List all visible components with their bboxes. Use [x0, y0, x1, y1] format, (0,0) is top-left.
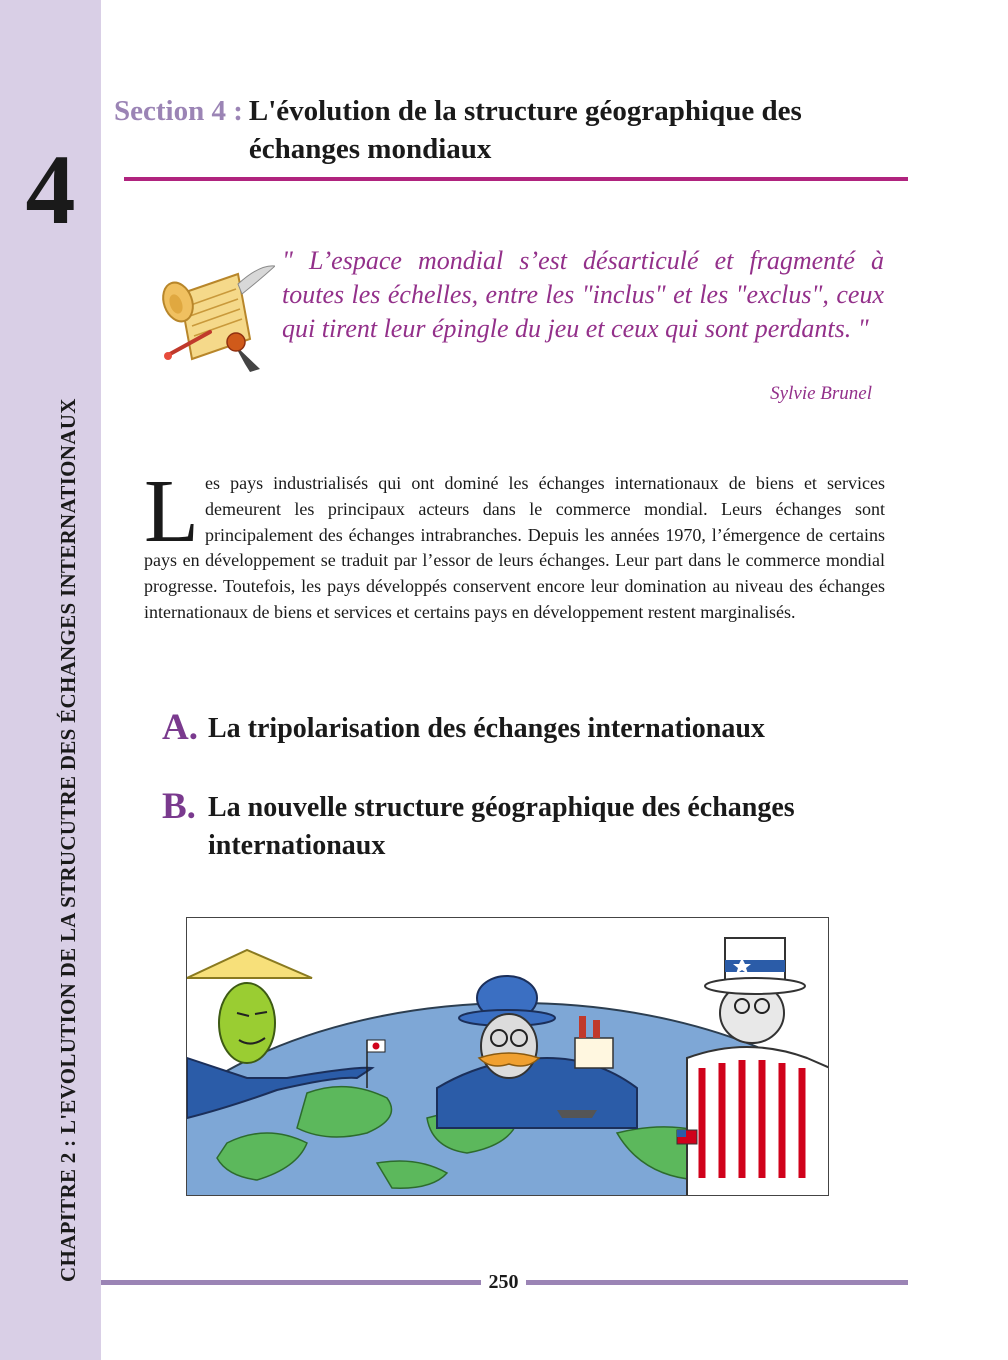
drop-cap: L	[144, 462, 199, 561]
scroll-quill-icon	[150, 244, 275, 384]
section-title: L'évolution de la structure géographique des échanges mondiaux	[248, 95, 802, 165]
chapter-title-vertical: CHAPITRE 2 : L'EVOLUTION DE LA STRUCUTRE DES ÉCHANGES INTERNATIONAUX	[56, 398, 80, 1282]
epigraph-quote: " L’espace mondial s’est désarticulé et fragmenté à toutes les échelles, entre les "inclus" et les "exclus", ceux qui tirent leur épingle du jeu et ceux qui sont perdants. "	[282, 246, 884, 343]
footer-rule-left	[101, 1280, 481, 1285]
section-a-letter: A.	[162, 707, 198, 748]
section-b-title: La nouvelle structure géographique des échanges internationaux	[208, 792, 795, 861]
quote-author: Sylvie Brunel	[770, 383, 872, 404]
intro-text: es pays industrialisés qui ont dominé les échanges internationaux de biens et services demeurent les principaux acteurs dans le commerce mondial. Leurs échanges sont principalement des échanges intrabranches. Depuis les années 1970, l’émergence de certains pays en développement se traduit par l’essor de leurs échanges. Leur part dans le commerce mondial progresse. Toutefois, les pays développés conservent encore leur domination au niveau des échanges internationaux de biens et services et certains pays en développement restent marginalisés.	[144, 473, 885, 622]
section-b-heading	[162, 786, 898, 865]
chapter-number: 4	[25, 134, 76, 245]
footer-rule-right	[526, 1280, 908, 1285]
section-a-title: La tripolarisation des échanges internationaux	[208, 713, 765, 744]
section-header	[114, 92, 914, 168]
header-divider	[124, 177, 908, 181]
page-number: 250	[488, 1271, 519, 1293]
intro-paragraph	[144, 462, 885, 626]
section-b-letter: B.	[162, 786, 196, 827]
section-label: Section 4 :	[114, 95, 243, 127]
world-trade-cartoon	[186, 917, 829, 1196]
section-a-heading	[162, 707, 868, 748]
